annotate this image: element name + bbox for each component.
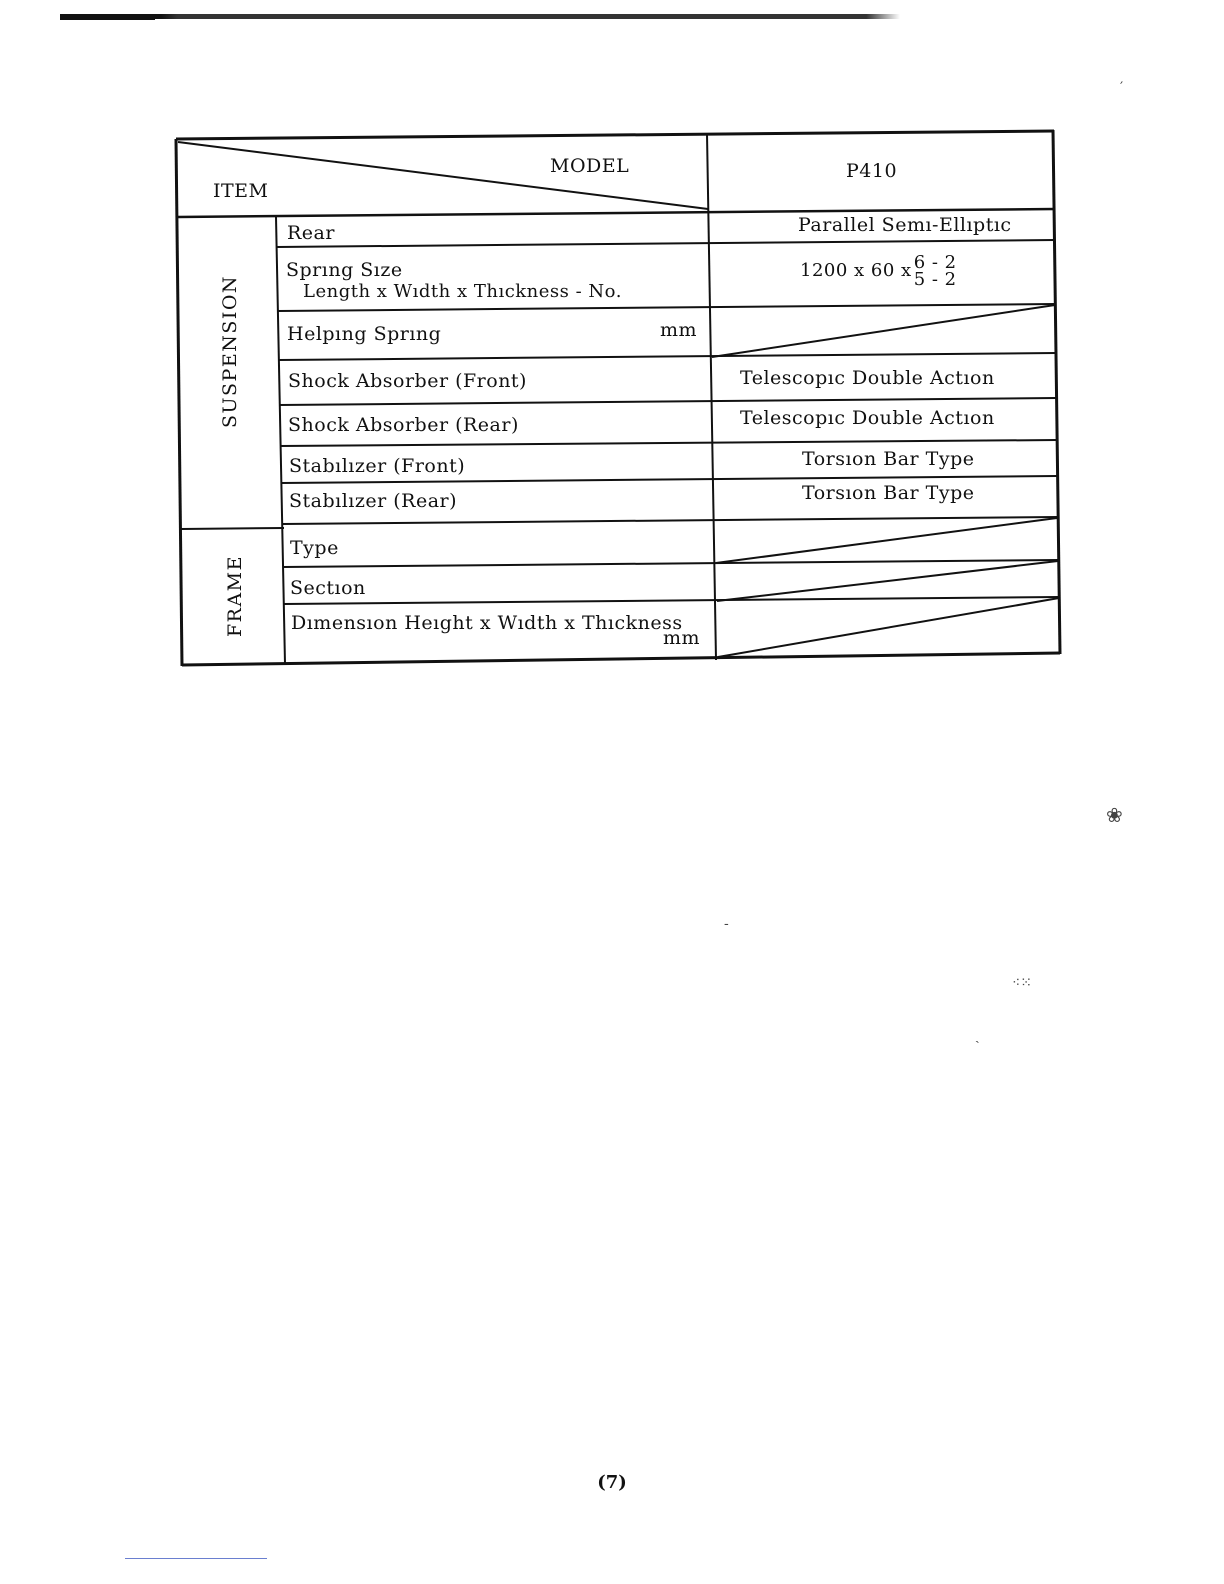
model-value: P410	[846, 160, 898, 182]
table-row-value: Parallel Semı-Ellıptıc	[798, 214, 1012, 236]
model-header-label: MODEL	[550, 155, 630, 177]
scan-speck: ′	[1120, 80, 1124, 96]
table-row-unit: mm	[660, 319, 698, 341]
spring-size-frac-top: 6 - 2	[913, 252, 957, 273]
table-row-item: Shock Absorber (Front)	[288, 370, 527, 392]
spring-size-value	[800, 254, 957, 288]
table-row-item: Sectıon	[290, 577, 366, 599]
spring-size-fraction	[914, 254, 957, 288]
table-row-item: Rear	[287, 222, 335, 244]
section-label-suspension: SUSPENSION	[219, 274, 241, 428]
table-row-item: Sprıng Sıze	[286, 259, 403, 281]
table-row-value: Torsıon Bar Type	[802, 482, 975, 504]
table-row-value: Torsıon Bar Type	[802, 448, 975, 470]
table-row-item: Shock Absorber (Rear)	[288, 414, 519, 436]
table-row-item: Stabılızer (Rear)	[289, 490, 458, 512]
page-number: (7)	[597, 1472, 627, 1493]
scan-speck: ❀	[1106, 803, 1123, 827]
bottom-rule	[125, 1558, 267, 1559]
table-row-item: Helpıng Sprıng	[287, 323, 442, 345]
table-row-item-sub: Length x Wıdth x Thıckness - No.	[303, 281, 622, 302]
scan-speck: -	[724, 916, 729, 932]
spring-size-main: 1200 x 60 x	[800, 260, 912, 281]
spring-size-frac-bottom: 5 - 2	[913, 269, 957, 290]
table-row-item: Dımensıon Heıght x Wıdth x Thıckness	[291, 612, 683, 634]
table-row-item: Type	[290, 537, 339, 559]
spec-table-grid	[0, 0, 1224, 700]
item-header-label: ITEM	[213, 180, 269, 202]
table-row-value: Telescopıc Double Actıon	[740, 407, 995, 429]
table-row-value: Telescopıc Double Actıon	[740, 367, 995, 389]
table-row-unit: mm	[663, 627, 701, 649]
scan-speck: ˎ	[975, 1028, 980, 1044]
section-label-frame: FRAME	[224, 554, 246, 638]
scan-speck: ⁖⁙	[1012, 975, 1032, 991]
table-row-item: Stabılızer (Front)	[289, 455, 466, 477]
